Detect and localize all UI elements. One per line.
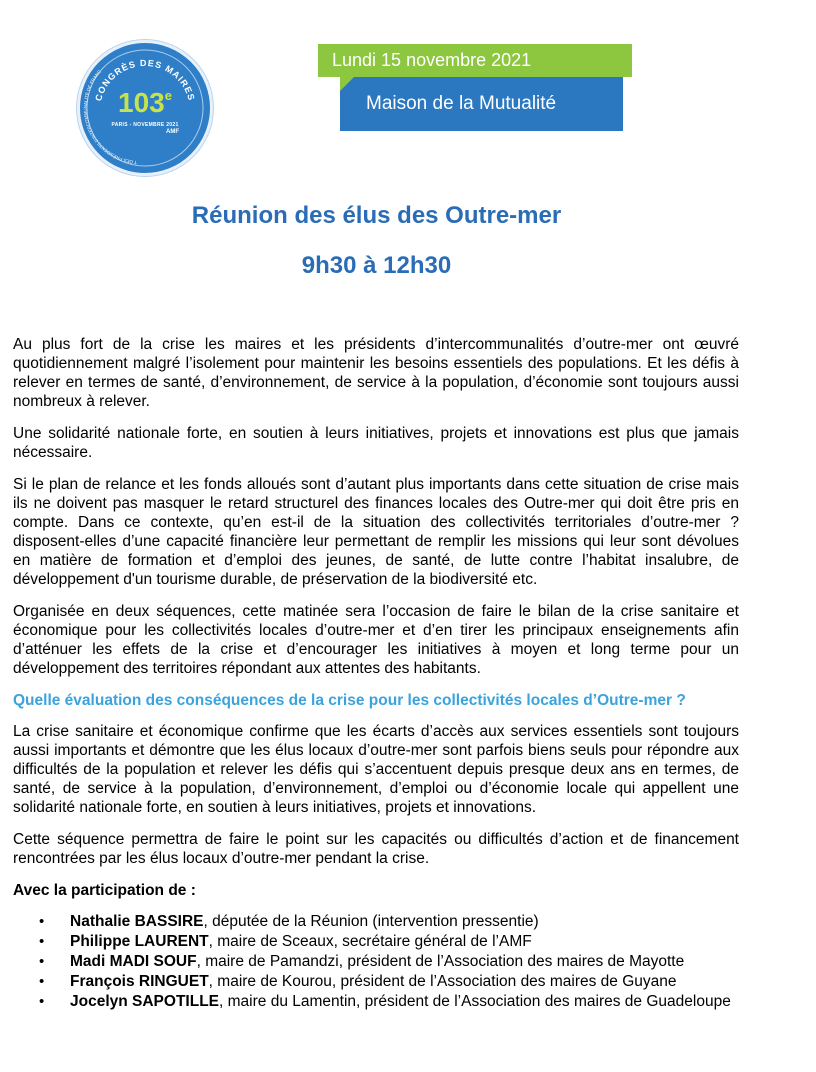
section-paragraph-2: Cette séquence permettra de faire le point sur les capacités ou difficultés d’action et de financement rencontrées par les élus locaux d’outre-mer pendant la crise. — [13, 831, 739, 867]
participant-role: , maire de Pamandzi, président de l’Association des maires de Mayotte — [196, 953, 685, 970]
logo-arc-text: CONGRÈS DES MAIRES — [93, 57, 197, 103]
logo-edition-number: 103 — [118, 87, 165, 118]
logo-side-text: T DES PRÉSIDENTS D'INTERCOMMUNALITÉ DE FRANC — [82, 69, 137, 165]
section-paragraph-1: La crise sanitaire et économique confirme que les écarts d’accès aux services essentiels sont toujours aussi importants et démontre que les élus locaux d’outre-mer sont parfois biens seuls pour répondre aux difficultés de la population et relever les défis qui s’accentuent depuis presque deux ans en termes, de santé, de service à la population, d’environnement, d’emploi ou d’économie locale qui appellent une solidarité nationale forte, en soutien à leurs initiatives, projets et innovations. — [13, 723, 739, 816]
section-question: Quelle évaluation des conséquences de la crise pour les collectivités locales d’Outre-mer ? — [13, 692, 686, 709]
bullet-icon: • — [39, 993, 45, 1010]
bullet-icon: • — [39, 973, 45, 990]
participant-role: , maire de Sceaux, secrétaire général de l’AMF — [208, 933, 532, 950]
participant-name: Nathalie BASSIRE — [70, 913, 204, 930]
congres-logo — [77, 40, 213, 176]
participant-role: , députée de la Réunion (intervention pressentie) — [203, 913, 539, 930]
logo-edition — [80, 87, 210, 119]
logo-subtitle: PARIS - NOVEMBRE 2021 — [111, 122, 179, 128]
event-time: 9h30 à 12h30 — [301, 252, 452, 279]
participant-name: François RINGUET — [70, 973, 209, 990]
event-place-banner: Maison de la Mutualité — [340, 77, 623, 131]
bullet-icon: • — [39, 933, 45, 950]
participant-item — [13, 952, 739, 971]
banner-notch-shape — [340, 77, 354, 91]
event-date-banner: Lundi 15 novembre 2021 — [318, 44, 632, 77]
participants-list — [13, 912, 739, 1011]
intro-paragraph-4: Organisée en deux séquences, cette matinée sera l’occasion de faire le bilan de la crise sanitaire et économique pour les collectivités locales d’outre-mer et d’en tirer les principaux enseignements afin d’atténuer les effets de la crise et d’encourager les initiatives à moyen et long terme pour un développement des territoires répondant aux attentes des habitants. — [13, 603, 739, 677]
bullet-icon: • — [39, 953, 45, 970]
amf-logo-text: AMF — [166, 129, 179, 135]
participant-name: Madi MADI SOUF — [70, 953, 197, 970]
intro-paragraph-1: Au plus fort de la crise les maires et les présidents d’intercommunalités d’outre-mer ont œuvré quotidiennement malgré l’isolement pour maintenir les besoins essentiels des populations. Et les défis à relever en termes de santé, d’environnement, de service à la population, d’économie sont toujours aussi nombreux à relever. — [13, 336, 739, 410]
participant-item — [13, 932, 739, 951]
participant-name: Philippe LAURENT — [70, 933, 209, 950]
document-body — [13, 335, 739, 1012]
participant-item — [13, 912, 739, 931]
participant-role: , maire du Lamentin, président de l’Association des maires de Guadeloupe — [219, 993, 731, 1010]
participant-item — [13, 992, 739, 1011]
participant-item — [13, 972, 739, 991]
logo-edition-suffix: e — [164, 88, 172, 103]
page-title: Réunion des élus des Outre-mer — [191, 202, 562, 229]
intro-paragraph-3: Si le plan de relance et les fonds alloués sont d’autant plus importants dans cette situation de crise mais ils ne doivent pas masquer le retard structurel des finances locales des Outre-mer qui doit être pris en compte. Dans ce contexte, qu’en est-il de la situation des collectivités territoriales d’outre-mer ? disposent-elles d’une capacité financière leur permettant de remplir les missions qui leur sont dévolues en matière de formation et d’emploi des jeunes, de santé, de lutte contre l’habitat insalubre, de développement d'un tourisme durable, de préservation de la biodiversité etc. — [13, 476, 739, 588]
participant-role: , maire de Kourou, président de l’Association des maires de Guyane — [208, 973, 677, 990]
intro-paragraph-2: Une solidarité nationale forte, en soutien à leurs initiatives, projets et innovations est plus que jamais nécessaire. — [13, 425, 739, 461]
bullet-icon: • — [39, 913, 45, 930]
participant-name: Jocelyn SAPOTILLE — [70, 993, 220, 1010]
participation-label: Avec la participation de : — [13, 882, 196, 899]
